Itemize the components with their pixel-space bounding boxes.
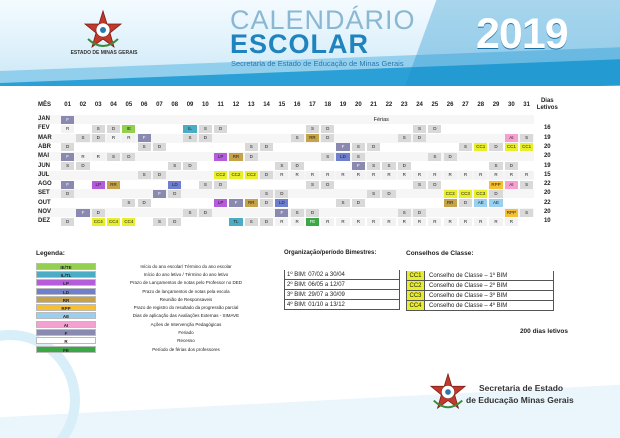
day-cell: RR [306,134,319,142]
day-cell: R [489,218,502,226]
day-header: 29 [492,102,500,108]
day-cell: R [444,171,457,179]
day-cell: D [459,199,472,207]
day-cell: RR [444,199,457,207]
conselho-row [406,291,554,301]
day-cell: D [214,125,227,133]
day-cell: R [398,171,411,179]
legend-code: RR [36,296,96,303]
day-cell: S [352,143,365,151]
day-cell: D [291,162,304,170]
conselho-row [406,281,554,291]
day-header: 19 [339,102,347,108]
footer-line1: Secretaria de Estado [479,383,564,393]
day-cell: S [61,162,74,170]
day-cell: D [199,134,212,142]
day-cell: R [367,218,380,226]
day-cell: CC4 [122,218,135,226]
day-cell: R [275,218,288,226]
day-cell: S [245,143,258,151]
conselho-label: Conselho de Classe – 2º BIM [429,283,508,289]
day-cell: CC3 [474,190,487,198]
day-header: 30 [507,102,515,108]
day-cell: R [352,218,365,226]
day-cell: S [107,153,120,161]
legend-code: AI [36,321,96,328]
day-cell: R [61,125,74,133]
day-cell: LD [336,153,349,161]
day-cell: R [413,171,426,179]
legend-item [36,328,276,336]
day-header: 04 [110,102,117,108]
day-header: 15 [278,102,286,108]
legend-item [36,295,276,303]
day-cell: D [214,181,227,189]
month-name: NOV [38,209,52,215]
day-cell: AI [505,134,518,142]
footer-line2: de Educação Minas Gerais [466,395,574,405]
legend-description: Período de férias dos professores [152,346,220,352]
day-cell: S [428,153,441,161]
legend-description: Recesso [177,338,195,344]
day-cell: S [321,153,334,161]
day-cell: D [275,190,288,198]
day-cell: D [382,190,395,198]
legend-list [36,262,276,353]
day-cell: D [61,218,74,226]
legend-item [36,279,276,287]
day-cell: F [229,199,242,207]
day-header: 07 [156,102,163,108]
day-cell: CC4 [92,218,105,226]
day-cell: D [153,171,166,179]
grand-total: 200 dias letivos [519,328,568,335]
day-cell: CC1 [474,143,487,151]
day-cell: S [291,209,304,217]
legend-description: Prazo de Lançamentos de notas pelo Professor no DED [129,280,243,286]
logo-caption: ESTADO DE MINAS GERAIS [70,50,138,56]
day-cell: D [107,125,120,133]
day-cell: CC2 [245,171,258,179]
bimestre-row: 1º BIM: 07/02 a 30/04 [284,270,400,280]
day-cell: D [444,153,457,161]
day-cell: S [367,190,380,198]
conselho-row [406,271,554,281]
day-cell: R [382,171,395,179]
day-cell: R [107,134,120,142]
day-cell: D [61,143,74,151]
day-cell: D [505,162,518,170]
legend-item [36,287,276,295]
day-cell: R [291,171,304,179]
day-cell: S [336,199,349,207]
day-cell: R [444,218,457,226]
month-total: 22 [543,199,551,206]
legend-description: Prazo de lançamentos de notas pela escola [142,288,230,294]
day-cell: D [489,190,502,198]
day-cell: D [260,218,273,226]
legend-code: AE [36,312,96,319]
day-cell: R [474,171,487,179]
day-cell: S [382,162,395,170]
day-cell: R [474,218,487,226]
day-cell: D [321,134,334,142]
month-total: 10 [543,218,551,225]
day-header: 28 [477,102,485,108]
day-cell: LP [214,153,227,161]
day-cell: S [398,134,411,142]
legend-code: RPP [36,304,96,311]
day-header: 09 [186,102,194,108]
bimestre-row: 4º BIM: 01/10 a 13/12 [284,300,400,310]
bimestre-row: 3º BIM: 29/07 a 30/09 [284,290,400,300]
legend-title: Legenda: [36,250,65,257]
day-cell: S [413,125,426,133]
day-cell: TL [229,218,242,226]
day-cell: D [245,153,258,161]
day-header: 03 [94,102,102,108]
legend-item [36,345,276,353]
day-header: 25 [431,102,439,108]
day-cell: D [306,209,319,217]
day-header: 11 [217,102,224,108]
day-cell: CC2 [214,171,227,179]
day-cell: R [321,218,334,226]
conselho-row [406,301,554,311]
ferias-label: Férias [373,116,389,123]
month-header: MÊS [38,102,52,108]
day-cell: IE [122,125,135,133]
day-cell: R [459,171,472,179]
day-cell: R [489,171,502,179]
day-cell: S [306,181,319,189]
month-total: 22 [543,181,551,188]
day-cell: S [92,125,105,133]
bimestres-panel [284,250,400,310]
day-header: 26 [446,102,454,108]
day-header: 31 [523,102,530,108]
day-cell: R [76,153,89,161]
day-header: 01 [64,102,71,108]
state-emblem-icon [82,9,124,51]
day-cell: S [199,181,212,189]
day-cell: S [275,162,288,170]
month-name: MAR [38,134,52,141]
conselhos-panel [406,250,554,311]
day-cell: D [260,143,273,151]
day-header: 18 [324,102,332,108]
bimestre-row: 2º BIM: 06/05 a 12/07 [284,280,400,290]
day-cell: R [428,171,441,179]
day-cell: D [168,218,181,226]
legend [36,250,276,353]
day-cell: D [183,162,196,170]
header-banner [0,0,620,86]
legend-code: R [36,337,96,344]
conselho-code: CC4 [407,301,425,310]
legend-description: Ações de Intervenção Pedagógicas [150,321,222,327]
day-cell: R [382,218,395,226]
day-cell: S [199,125,212,133]
day-cell: D [413,209,426,217]
legend-description: Feriado [178,330,194,336]
day-cell: S [260,190,273,198]
conselhos-title: Conselhos de Classe: [406,250,474,257]
month-total: 19 [543,162,551,169]
legend-description: Reunião de Responsaveis [159,296,213,302]
day-cell: F [61,116,74,124]
day-cell: RPP [489,181,502,189]
day-cell: D [199,209,212,217]
month-total: 16 [543,125,551,132]
month-name: JAN [38,116,51,122]
total-header: Letivos [536,105,558,111]
day-cell: R [92,153,105,161]
conselho-label: Conselho de Classe – 3º BIM [429,293,508,299]
conselho-code: CC3 [407,291,425,300]
day-cell: S [306,125,319,133]
day-cell: AI [505,181,518,189]
day-header: 17 [309,102,316,108]
day-header: 06 [140,102,148,108]
day-cell: S [245,218,258,226]
conselho-code: CC1 [407,271,425,280]
day-cell: S [138,171,151,179]
day-cell: S [398,209,411,217]
day-cell: AE [474,199,487,207]
day-header: 27 [462,102,469,108]
day-cell: D [367,143,380,151]
day-cell: S [520,181,533,189]
bimestres-title: Organização/período Bimestres: [284,250,377,256]
day-header: 22 [385,102,393,108]
day-cell: S [183,134,196,142]
day-cell: R [336,218,349,226]
day-cell: RR [245,199,258,207]
month-name: JUL [38,171,50,178]
day-cell: D [153,143,166,151]
legend-code: IL/TL [36,271,96,278]
legend-code: IE/TE [36,263,96,270]
title-subtitle: Secretaria de Estado de Educação de Minas Gerais [231,59,404,68]
day-cell: D [61,190,74,198]
day-cell: R [306,171,319,179]
day-cell: F [275,209,288,217]
day-cell: D [428,125,441,133]
day-cell: LD [168,181,181,189]
day-cell: D [352,199,365,207]
day-cell: S [122,199,135,207]
conselho-label: Conselho de Classe – 1º BIM [429,273,508,279]
day-cell: R [413,218,426,226]
day-cell: F [61,153,74,161]
day-cell: IL [183,125,196,133]
legend-description: Início do ano letivo / Término do ano letivo [143,271,229,277]
legend-code: LD [36,288,96,295]
month-total: 20 [543,209,551,215]
day-cell: RR [229,153,242,161]
month-name: MAI [38,153,49,160]
day-cell: S [291,134,304,142]
total-header: Dias [540,98,554,104]
legend-code: FE [36,346,96,353]
month-name: DEZ [38,218,50,225]
day-header: 16 [293,102,301,108]
conselho-label: Conselho de Classe – 4º BIM [429,303,508,309]
legend-item [36,262,276,270]
day-cell: D [76,162,89,170]
title-escolar: ESCOLAR [230,29,370,59]
day-cell: FE [306,218,319,226]
day-cell: D [260,171,273,179]
day-cell: R [352,171,365,179]
day-header: 02 [79,102,87,108]
day-cell: S [520,134,533,142]
day-cell: R [398,218,411,226]
day-cell: D [92,209,105,217]
legend-code: LP [36,279,96,286]
day-cell: CC3 [459,190,472,198]
day-cell: S [168,162,181,170]
day-cell: RR [107,181,120,189]
day-cell: F [138,134,151,142]
day-cell: S [367,162,380,170]
day-cell: S [138,143,151,151]
day-header: 23 [400,102,408,108]
day-cell: AE [489,199,502,207]
month-name: FEV [38,125,50,132]
state-emblem-icon [428,372,468,412]
month-name: JUN [38,162,51,169]
day-cell: CC2 [229,171,242,179]
day-cell: D [122,153,135,161]
day-header: 08 [171,102,179,108]
day-cell: R [122,134,135,142]
day-cell: D [398,162,411,170]
day-cell: R [275,171,288,179]
day-cell: S [183,209,196,217]
conselho-code: CC2 [407,281,425,290]
day-header: 13 [247,102,255,108]
day-cell: F [336,143,349,151]
day-cell: R [520,171,533,179]
legend-description: Prazo de registro do resultado da progressão parcial [133,305,239,311]
day-header: 05 [125,102,133,108]
day-cell: LP [214,199,227,207]
day-cell: LP [92,181,105,189]
day-header: 12 [232,102,240,108]
day-cell: S [76,134,89,142]
legend-item [36,320,276,328]
day-header: 20 [354,102,362,108]
day-cell: RPP [505,209,518,217]
day-cell: D [428,181,441,189]
month-total: 20 [543,153,551,160]
month-total: 20 [543,190,551,197]
day-cell: D [168,190,181,198]
day-cell: R [336,171,349,179]
day-cell: R [505,171,518,179]
day-cell: R [291,218,304,226]
day-cell: D [260,199,273,207]
month-total: 15 [543,171,551,178]
day-cell: R [459,218,472,226]
day-cell: D [413,134,426,142]
day-cell: S [413,181,426,189]
day-cell: R [428,218,441,226]
day-cell: S [489,162,502,170]
month-total: 19 [543,134,551,141]
day-cell: F [352,162,365,170]
month-name: ABR [38,143,51,150]
day-header: 10 [201,102,209,108]
legend-item [36,270,276,278]
day-cell: R [321,171,334,179]
day-cell: F [61,181,74,189]
day-cell: S [459,143,472,151]
day-cell: D [489,143,502,151]
legend-item [36,337,276,345]
legend-description: Início do ano escolar/ Término do ano escolar [140,263,232,269]
day-header: 21 [370,102,377,108]
month-name: SET [38,190,50,197]
day-cell: CC4 [107,218,120,226]
day-cell: D [321,125,334,133]
day-cell: R [367,171,380,179]
month-name: OUT [38,199,51,206]
day-cell: S [153,218,166,226]
day-cell: CC1 [505,143,518,151]
day-cell: S [520,209,533,217]
month-name: AGO [38,181,52,188]
day-header: 14 [263,102,270,108]
day-header: 24 [416,102,423,108]
legend-item [36,303,276,311]
day-cell: R [505,218,518,226]
day-cell: F [153,190,166,198]
title-calendario: CALENDÁRIO [230,5,416,35]
month-total: 20 [543,143,551,150]
day-cell: F [76,209,89,217]
legend-item [36,312,276,320]
day-cell: CC1 [520,143,533,151]
day-cell: CC3 [444,190,457,198]
day-cell: S [352,153,365,161]
title-year: 2019 [476,10,568,58]
day-cell: LD [275,199,288,207]
legend-description: Dias de aplicação das Avaliações Externas - SIMAVE [132,313,240,319]
day-cell: D [321,181,334,189]
day-cell: D [92,134,105,142]
legend-code: F [36,329,96,336]
day-cell: D [138,199,151,207]
